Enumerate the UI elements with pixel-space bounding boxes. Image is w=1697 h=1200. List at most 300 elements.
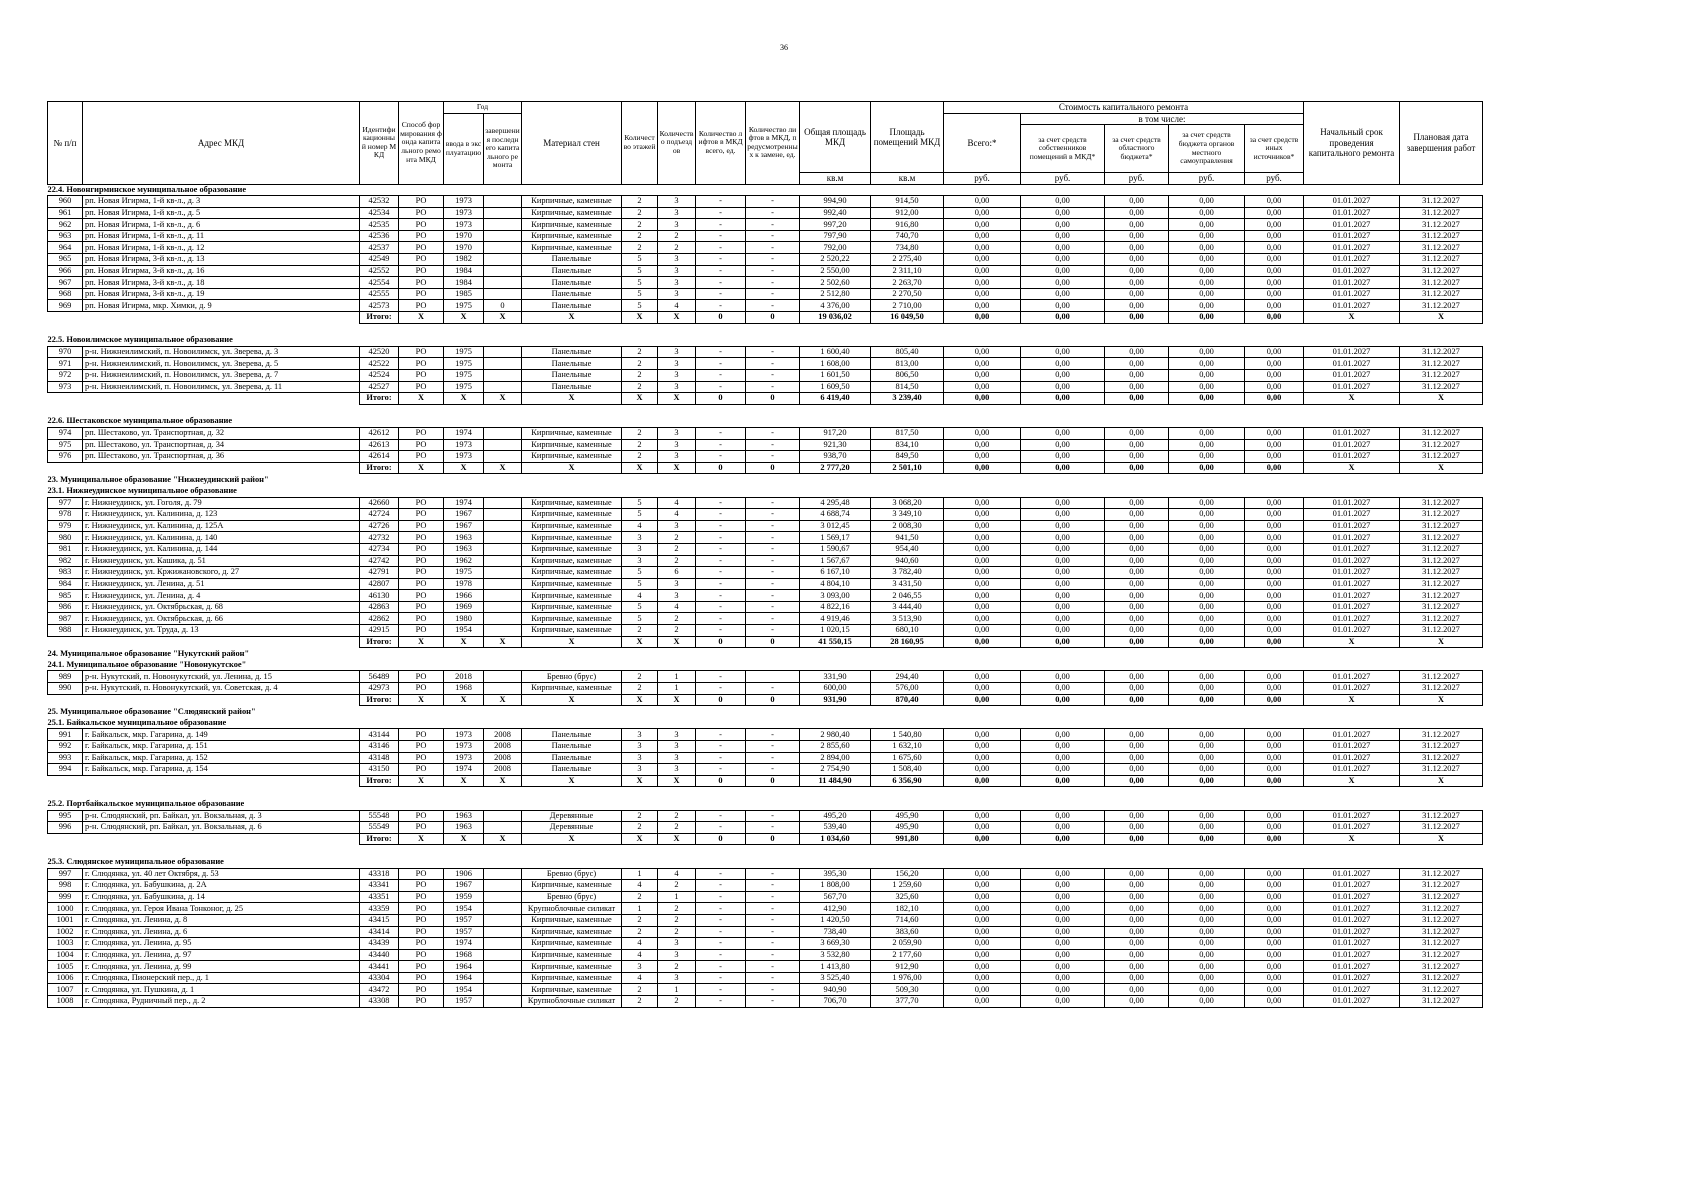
cell-cost-other: 0,00 <box>1245 196 1304 208</box>
total-cost-local: 0,00 <box>1169 636 1245 648</box>
cell-cost-other: 0,00 <box>1245 254 1304 266</box>
total-start-date: X <box>1304 462 1400 474</box>
cell-cost-regional: 0,00 <box>1105 277 1169 289</box>
section-heading <box>48 474 1483 486</box>
cell-area-total: 1 608,00 <box>800 358 871 370</box>
cell-area-total: 1 808,00 <box>800 880 871 892</box>
cell-area-total: 3 012,45 <box>800 520 871 532</box>
total-floors: X <box>622 636 658 648</box>
cell-id: 42520 <box>360 346 399 358</box>
cell-year-repair <box>484 520 522 532</box>
table-row <box>48 427 1483 439</box>
cell-start-date: 01.01.2027 <box>1304 543 1400 555</box>
cell-floors: 3 <box>622 764 658 776</box>
cell-cost-total: 0,00 <box>944 439 1021 451</box>
cell-id: 42915 <box>360 625 399 637</box>
cell-cost-local: 0,00 <box>1169 926 1245 938</box>
header-cost: Стоимость капитального ремонта <box>944 102 1304 114</box>
cell-area-total: 706,70 <box>800 996 871 1008</box>
total-area-total: 41 550,15 <box>800 636 871 648</box>
cell-start-date: 01.01.2027 <box>1304 578 1400 590</box>
cell-lifts-replace: - <box>746 427 800 439</box>
cell-floors: 2 <box>622 984 658 996</box>
spacer-cell <box>48 404 1483 416</box>
cell-wall-material: Панельные <box>522 300 622 312</box>
cell-cost-total: 0,00 <box>944 543 1021 555</box>
cell-num: 1004 <box>48 949 83 961</box>
table-row <box>48 381 1483 393</box>
total-cost-regional: 0,00 <box>1105 462 1169 474</box>
cell-cost-owners: 0,00 <box>1021 891 1105 903</box>
cell-address: г. Нижнеудинск, ул. Калинина, д. 144 <box>83 543 360 555</box>
cell-method: РО <box>399 764 444 776</box>
total-start-date: X <box>1304 833 1400 845</box>
cell-year-repair: 2008 <box>484 764 522 776</box>
cell-method: РО <box>399 439 444 451</box>
header-start-date: Начальный срок проведения капитального ремонта <box>1304 102 1400 185</box>
cell-lifts-replace: - <box>746 984 800 996</box>
cell-area-total: 738,40 <box>800 926 871 938</box>
total-cost-local: 0,00 <box>1169 833 1245 845</box>
cell-cost-other: 0,00 <box>1245 891 1304 903</box>
cell-year-repair <box>484 277 522 289</box>
cell-year-built: 1968 <box>444 949 484 961</box>
cell-cost-other: 0,00 <box>1245 288 1304 300</box>
cell-wall-material: Кирпичные, каменные <box>522 219 622 231</box>
cell-lifts: - <box>696 590 746 602</box>
cell-id: 42536 <box>360 230 399 242</box>
cell-start-date: 01.01.2027 <box>1304 613 1400 625</box>
cell-lifts-replace: - <box>746 497 800 509</box>
cell-lifts: - <box>696 578 746 590</box>
cell-cost-local: 0,00 <box>1169 265 1245 277</box>
cell-floors: 3 <box>622 752 658 764</box>
cell-entrances: 3 <box>658 219 696 231</box>
table-row <box>48 984 1483 996</box>
cell-area-rooms: 2 270,50 <box>871 288 944 300</box>
cell-end-date: 31.12.2027 <box>1400 277 1483 289</box>
cell-method: РО <box>399 741 444 753</box>
cell-id: 43148 <box>360 752 399 764</box>
cell-cost-regional: 0,00 <box>1105 532 1169 544</box>
cell-entrances: 6 <box>658 567 696 579</box>
table-row <box>48 288 1483 300</box>
cell-cost-total: 0,00 <box>944 532 1021 544</box>
cell-start-date: 01.01.2027 <box>1304 207 1400 219</box>
cell-entrances: 4 <box>658 601 696 613</box>
cell-area-rooms: 914,50 <box>871 196 944 208</box>
cell-cost-total: 0,00 <box>944 752 1021 764</box>
total-method: X <box>399 775 444 787</box>
total-cost-other: 0,00 <box>1245 775 1304 787</box>
cell-cost-local: 0,00 <box>1169 242 1245 254</box>
cell-cost-total: 0,00 <box>944 741 1021 753</box>
cell-area-rooms: 940,60 <box>871 555 944 567</box>
cell-num: 970 <box>48 346 83 358</box>
cell-id: 42660 <box>360 497 399 509</box>
total-entrances: X <box>658 462 696 474</box>
cell-lifts-replace: - <box>746 938 800 950</box>
total-lifts-replace: 0 <box>746 833 800 845</box>
total-lifts: 0 <box>696 833 746 845</box>
total-label: Итого: <box>360 833 399 845</box>
cell-entrances: 3 <box>658 764 696 776</box>
cell-year-repair <box>484 497 522 509</box>
cell-method: РО <box>399 810 444 822</box>
cell-area-rooms: 806,50 <box>871 370 944 382</box>
cell-id: 43341 <box>360 880 399 892</box>
cell-address: г. Слюдянка, Рудничный пер., д. 2 <box>83 996 360 1008</box>
cell-area-total: 1 567,67 <box>800 555 871 567</box>
cell-address: г. Слюдянка, ул. Ленина, д. 6 <box>83 926 360 938</box>
cell-cost-local: 0,00 <box>1169 880 1245 892</box>
total-lifts: 0 <box>696 694 746 706</box>
cell-lifts: - <box>696 613 746 625</box>
cell-cost-total: 0,00 <box>944 926 1021 938</box>
cell-cost-regional: 0,00 <box>1105 926 1169 938</box>
cell-address: рп. Новая Игирма, 3-й кв-л., д. 19 <box>83 288 360 300</box>
cell-num: 992 <box>48 741 83 753</box>
cell-cost-owners: 0,00 <box>1021 277 1105 289</box>
cell-lifts: - <box>696 346 746 358</box>
total-label: Итого: <box>360 636 399 648</box>
cell-lifts-replace: - <box>746 996 800 1008</box>
cell-address: р-н. Слюдянский, рп. Байкал, ул. Вокзальная, д. 3 <box>83 810 360 822</box>
cell-floors: 2 <box>622 451 658 463</box>
cell-year-built: 1962 <box>444 555 484 567</box>
cell-lifts: - <box>696 207 746 219</box>
cell-lifts: - <box>696 439 746 451</box>
cell-floors: 2 <box>622 230 658 242</box>
cell-lifts: - <box>696 358 746 370</box>
cell-cost-total: 0,00 <box>944 972 1021 984</box>
cell-id: 42614 <box>360 451 399 463</box>
cell-start-date: 01.01.2027 <box>1304 358 1400 370</box>
cell-year-built: 1973 <box>444 752 484 764</box>
cell-wall-material: Кирпичные, каменные <box>522 543 622 555</box>
cell-year-built: 1970 <box>444 230 484 242</box>
cell-area-total: 2 894,00 <box>800 752 871 764</box>
cell-address: г. Слюдянка, ул. Ленина, д. 8 <box>83 914 360 926</box>
cell-cost-total: 0,00 <box>944 914 1021 926</box>
cell-lifts-replace: - <box>746 242 800 254</box>
cell-lifts: - <box>696 868 746 880</box>
cell-lifts-replace: - <box>746 683 800 695</box>
cell-cost-other: 0,00 <box>1245 520 1304 532</box>
cell-cost-local: 0,00 <box>1169 683 1245 695</box>
cell-lifts: - <box>696 497 746 509</box>
cell-end-date: 31.12.2027 <box>1400 207 1483 219</box>
cell-cost-local: 0,00 <box>1169 254 1245 266</box>
header-year-built: ввода в эксплуатацию <box>444 113 484 184</box>
cell-lifts-replace: - <box>746 370 800 382</box>
total-empty-cell <box>48 462 83 474</box>
cell-address: г. Слюдянка, ул. Бабушкина, д. 2А <box>83 880 360 892</box>
cell-floors: 2 <box>622 242 658 254</box>
cell-entrances: 2 <box>658 914 696 926</box>
cell-entrances: 2 <box>658 230 696 242</box>
cell-cost-local: 0,00 <box>1169 810 1245 822</box>
cell-end-date: 31.12.2027 <box>1400 752 1483 764</box>
cell-lifts-replace: - <box>746 265 800 277</box>
cell-cost-regional: 0,00 <box>1105 613 1169 625</box>
cell-id: 42726 <box>360 520 399 532</box>
total-entrances: X <box>658 393 696 405</box>
cell-id: 42613 <box>360 439 399 451</box>
cell-lifts-replace: - <box>746 613 800 625</box>
cell-area-rooms: 941,50 <box>871 532 944 544</box>
cell-start-date: 01.01.2027 <box>1304 984 1400 996</box>
total-area-total: 6 419,40 <box>800 393 871 405</box>
cell-cost-regional: 0,00 <box>1105 346 1169 358</box>
cell-cost-owners: 0,00 <box>1021 196 1105 208</box>
cell-cost-regional: 0,00 <box>1105 381 1169 393</box>
cell-address: г. Нижнеудинск, ул. Гоголя, д. 79 <box>83 497 360 509</box>
cell-lifts-replace: - <box>746 868 800 880</box>
capital-repair-table <box>47 101 1483 1008</box>
header-lifts: Количество лифтов в МКД всего, ед. <box>696 102 746 185</box>
cell-lifts-replace: - <box>746 590 800 602</box>
total-area-rooms: 2 501,10 <box>871 462 944 474</box>
cell-cost-regional: 0,00 <box>1105 288 1169 300</box>
cell-end-date: 31.12.2027 <box>1400 219 1483 231</box>
cell-cost-local: 0,00 <box>1169 497 1245 509</box>
table-row <box>48 903 1483 915</box>
cell-area-total: 331,90 <box>800 671 871 683</box>
cell-cost-total: 0,00 <box>944 578 1021 590</box>
cell-address: г. Байкальск, мкр. Гагарина, д. 149 <box>83 729 360 741</box>
cell-wall-material: Кирпичные, каменные <box>522 683 622 695</box>
cell-entrances: 3 <box>658 752 696 764</box>
cell-year-built: 1973 <box>444 741 484 753</box>
cell-cost-total: 0,00 <box>944 903 1021 915</box>
cell-lifts-replace: - <box>746 532 800 544</box>
cell-cost-owners: 0,00 <box>1021 265 1105 277</box>
cell-method: РО <box>399 346 444 358</box>
total-wall-material: X <box>522 312 622 324</box>
cell-cost-total: 0,00 <box>944 381 1021 393</box>
cell-cost-local: 0,00 <box>1169 288 1245 300</box>
total-area-rooms: 16 049,50 <box>871 312 944 324</box>
total-row <box>48 462 1483 474</box>
cell-end-date: 31.12.2027 <box>1400 984 1483 996</box>
table-row <box>48 683 1483 695</box>
cell-start-date: 01.01.2027 <box>1304 880 1400 892</box>
cell-area-total: 1 420,50 <box>800 914 871 926</box>
cell-address: г. Нижнеудинск, ул. Труда, д. 13 <box>83 625 360 637</box>
cell-end-date: 31.12.2027 <box>1400 567 1483 579</box>
total-empty-cell <box>83 833 360 845</box>
total-cost-owners: 0,00 <box>1021 462 1105 474</box>
cell-cost-local: 0,00 <box>1169 984 1245 996</box>
cell-wall-material: Кирпичные, каменные <box>522 578 622 590</box>
cell-floors: 2 <box>622 996 658 1008</box>
cell-cost-total: 0,00 <box>944 265 1021 277</box>
cell-method: РО <box>399 207 444 219</box>
cell-cost-local: 0,00 <box>1169 532 1245 544</box>
cell-id: 43318 <box>360 868 399 880</box>
cell-lifts: - <box>696 509 746 521</box>
cell-cost-total: 0,00 <box>944 880 1021 892</box>
cell-year-built: 1959 <box>444 891 484 903</box>
spacer-cell <box>48 787 1483 799</box>
cell-start-date: 01.01.2027 <box>1304 729 1400 741</box>
total-empty-cell <box>48 833 83 845</box>
cell-method: РО <box>399 288 444 300</box>
cell-num: 1006 <box>48 972 83 984</box>
cell-num: 1008 <box>48 996 83 1008</box>
cell-floors: 5 <box>622 300 658 312</box>
cell-num: 963 <box>48 230 83 242</box>
cell-cost-owners: 0,00 <box>1021 601 1105 613</box>
cell-lifts: - <box>696 683 746 695</box>
cell-lifts-replace: - <box>746 949 800 961</box>
cell-cost-owners: 0,00 <box>1021 938 1105 950</box>
cell-floors: 5 <box>622 265 658 277</box>
cell-lifts-replace: - <box>746 451 800 463</box>
cell-floors: 2 <box>622 346 658 358</box>
cell-entrances: 3 <box>658 729 696 741</box>
cell-id: 42862 <box>360 613 399 625</box>
cell-num: 962 <box>48 219 83 231</box>
total-lifts: 0 <box>696 636 746 648</box>
cell-area-rooms: 916,80 <box>871 219 944 231</box>
cell-cost-regional: 0,00 <box>1105 810 1169 822</box>
cell-year-repair <box>484 439 522 451</box>
cell-address: р-н. Нижнеилимский, п. Новоилимск, ул. Зверева, д. 5 <box>83 358 360 370</box>
cell-num: 976 <box>48 451 83 463</box>
total-floors: X <box>622 833 658 845</box>
cell-entrances: 1 <box>658 891 696 903</box>
cell-area-rooms: 3 431,50 <box>871 578 944 590</box>
cell-start-date: 01.01.2027 <box>1304 996 1400 1008</box>
cell-start-date: 01.01.2027 <box>1304 520 1400 532</box>
cell-lifts: - <box>696 520 746 532</box>
section-title: 25.2. Портбайкальское муниципальное образование <box>47 799 245 809</box>
cell-cost-other: 0,00 <box>1245 509 1304 521</box>
cell-cost-other: 0,00 <box>1245 532 1304 544</box>
cell-method: РО <box>399 265 444 277</box>
cell-method: РО <box>399 277 444 289</box>
cell-area-total: 2 520,22 <box>800 254 871 266</box>
cell-year-repair <box>484 555 522 567</box>
cell-start-date: 01.01.2027 <box>1304 938 1400 950</box>
total-method: X <box>399 833 444 845</box>
cell-floors: 2 <box>622 196 658 208</box>
cell-year-built: 1974 <box>444 497 484 509</box>
cell-area-rooms: 912,90 <box>871 961 944 973</box>
total-floors: X <box>622 312 658 324</box>
cell-lifts: - <box>696 938 746 950</box>
cell-end-date: 31.12.2027 <box>1400 914 1483 926</box>
cell-area-total: 600,00 <box>800 683 871 695</box>
cell-entrances: 3 <box>658 196 696 208</box>
total-wall-material: X <box>522 462 622 474</box>
cell-num: 971 <box>48 358 83 370</box>
total-entrances: X <box>658 833 696 845</box>
cell-wall-material: Кирпичные, каменные <box>522 439 622 451</box>
cell-address: р-н. Слюдянский, рп. Байкал, ул. Вокзальная, д. 6 <box>83 822 360 834</box>
cell-cost-other: 0,00 <box>1245 729 1304 741</box>
total-method: X <box>399 312 444 324</box>
cell-cost-other: 0,00 <box>1245 926 1304 938</box>
total-year-repair: X <box>484 833 522 845</box>
cell-end-date: 31.12.2027 <box>1400 926 1483 938</box>
cell-cost-owners: 0,00 <box>1021 520 1105 532</box>
cell-wall-material: Кирпичные, каменные <box>522 196 622 208</box>
cell-cost-owners: 0,00 <box>1021 914 1105 926</box>
cell-address: р-н. Нукутский, п. Новонукутский, ул. Ленина, д. 15 <box>83 671 360 683</box>
header-address: Адрес МКД <box>83 102 360 185</box>
cell-floors: 1 <box>622 903 658 915</box>
cell-entrances: 2 <box>658 926 696 938</box>
section-heading <box>48 717 1483 729</box>
cell-cost-regional: 0,00 <box>1105 300 1169 312</box>
cell-year-built: 2018 <box>444 671 484 683</box>
cell-num: 975 <box>48 439 83 451</box>
cell-floors: 2 <box>622 439 658 451</box>
cell-cost-total: 0,00 <box>944 671 1021 683</box>
cell-cost-regional: 0,00 <box>1105 729 1169 741</box>
cell-area-rooms: 2 177,60 <box>871 949 944 961</box>
cell-wall-material: Кирпичные, каменные <box>522 613 622 625</box>
cell-area-total: 994,90 <box>800 196 871 208</box>
cell-year-built: 1974 <box>444 427 484 439</box>
cell-id: 42524 <box>360 370 399 382</box>
cell-id: 42612 <box>360 427 399 439</box>
cell-cost-other: 0,00 <box>1245 427 1304 439</box>
cell-num: 991 <box>48 729 83 741</box>
cell-floors: 2 <box>622 891 658 903</box>
total-row <box>48 393 1483 405</box>
cell-entrances: 2 <box>658 625 696 637</box>
header-floors: Количество этажей <box>622 102 658 185</box>
cell-year-built: 1975 <box>444 370 484 382</box>
unit-cost-other: руб. <box>1245 173 1304 185</box>
cell-id: 42554 <box>360 277 399 289</box>
total-method: X <box>399 636 444 648</box>
cell-year-built: 1964 <box>444 972 484 984</box>
cell-year-built: 1906 <box>444 868 484 880</box>
header-cost-other: за счет средств иных источников* <box>1245 125 1304 173</box>
cell-cost-local: 0,00 <box>1169 729 1245 741</box>
cell-area-total: 395,30 <box>800 868 871 880</box>
cell-cost-regional: 0,00 <box>1105 242 1169 254</box>
cell-method: РО <box>399 358 444 370</box>
total-start-date: X <box>1304 694 1400 706</box>
cell-method: РО <box>399 242 444 254</box>
total-wall-material: X <box>522 636 622 648</box>
cell-cost-local: 0,00 <box>1169 601 1245 613</box>
cell-lifts: - <box>696 555 746 567</box>
unit-area-rooms: кв.м <box>871 173 944 185</box>
cell-year-built: 1973 <box>444 207 484 219</box>
cell-cost-total: 0,00 <box>944 590 1021 602</box>
total-cost-total: 0,00 <box>944 694 1021 706</box>
cell-cost-other: 0,00 <box>1245 277 1304 289</box>
cell-cost-regional: 0,00 <box>1105 497 1169 509</box>
table-row <box>48 764 1483 776</box>
cell-num: 993 <box>48 752 83 764</box>
cell-cost-other: 0,00 <box>1245 984 1304 996</box>
cell-area-total: 1 569,17 <box>800 532 871 544</box>
total-cost-owners: 0,00 <box>1021 393 1105 405</box>
table-row <box>48 370 1483 382</box>
cell-method: РО <box>399 254 444 266</box>
cell-cost-total: 0,00 <box>944 996 1021 1008</box>
total-cost-local: 0,00 <box>1169 312 1245 324</box>
cell-id: 43415 <box>360 914 399 926</box>
